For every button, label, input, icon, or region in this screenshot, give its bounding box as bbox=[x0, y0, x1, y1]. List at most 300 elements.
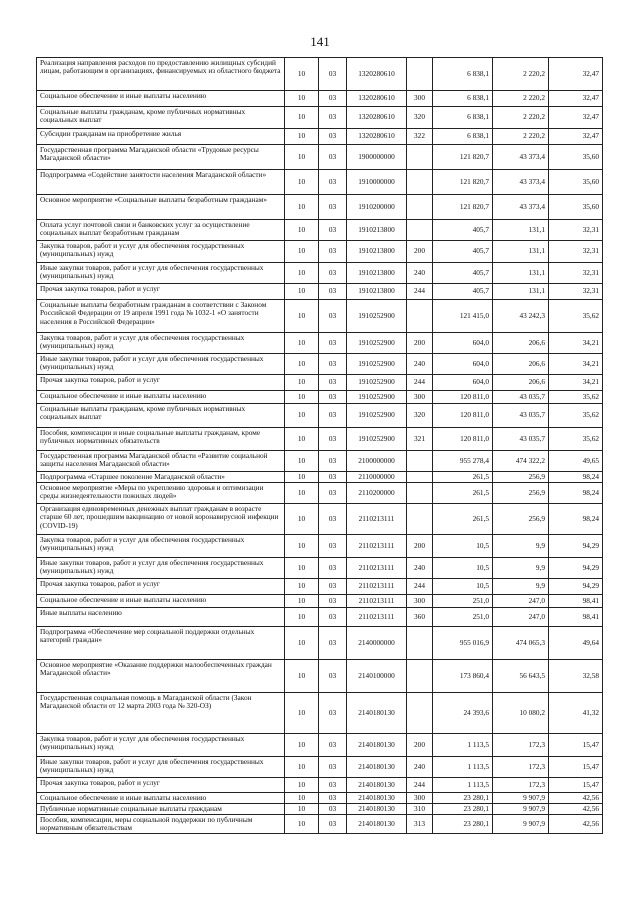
table-row bbox=[37, 129, 603, 145]
cell-subsection: 03 bbox=[319, 58, 347, 91]
cell-subsection: 03 bbox=[319, 734, 347, 757]
cell-actual-amount: 2 220,2 bbox=[493, 58, 549, 91]
cell-actual-amount: 9 907,9 bbox=[493, 793, 549, 804]
cell-percent: 32,58 bbox=[549, 660, 603, 693]
cell-planned-amount: 6 838,1 bbox=[433, 91, 493, 107]
cell-subsection: 03 bbox=[319, 608, 347, 627]
cell-target-article: 1910252900 bbox=[347, 333, 407, 354]
cell-target-article: 1910252900 bbox=[347, 300, 407, 333]
cell-subsection: 03 bbox=[319, 195, 347, 220]
cell-name: Реализация направления расходов по предоставлению жилищных субсидий лицам, работающим в организациях, финансируемых из областного бюджета bbox=[37, 58, 285, 91]
cell-actual-amount: 2 220,2 bbox=[493, 129, 549, 145]
cell-planned-amount: 261,5 bbox=[433, 483, 493, 504]
cell-subsection: 03 bbox=[319, 558, 347, 579]
cell-subsection: 03 bbox=[319, 693, 347, 734]
cell-expense-type: 321 bbox=[407, 428, 433, 451]
cell-target-article: 1910213800 bbox=[347, 220, 407, 241]
cell-expense-type: 244 bbox=[407, 579, 433, 595]
cell-planned-amount: 24 393,6 bbox=[433, 693, 493, 734]
cell-target-article: 2110213111 bbox=[347, 595, 407, 608]
cell-percent: 35,62 bbox=[549, 404, 603, 428]
cell-section: 10 bbox=[285, 778, 319, 793]
cell-planned-amount: 405,7 bbox=[433, 284, 493, 300]
cell-subsection: 03 bbox=[319, 107, 347, 129]
cell-section: 10 bbox=[285, 815, 319, 834]
cell-name: Закупка товаров, работ и услуг для обеспечения государственных (муниципальных) нужд bbox=[37, 734, 285, 757]
cell-planned-amount: 1 113,5 bbox=[433, 778, 493, 793]
cell-actual-amount: 9,9 bbox=[493, 535, 549, 558]
table-row bbox=[37, 241, 603, 263]
cell-section: 10 bbox=[285, 472, 319, 483]
cell-expense-type: 300 bbox=[407, 91, 433, 107]
table-body bbox=[37, 58, 603, 834]
cell-percent: 35,60 bbox=[549, 195, 603, 220]
cell-expense-type bbox=[407, 627, 433, 660]
cell-percent: 34,21 bbox=[549, 333, 603, 354]
cell-target-article: 2110000000 bbox=[347, 472, 407, 483]
cell-expense-type bbox=[407, 504, 433, 535]
cell-actual-amount: 206,6 bbox=[493, 333, 549, 354]
cell-planned-amount: 604,0 bbox=[433, 333, 493, 354]
cell-expense-type: 240 bbox=[407, 354, 433, 375]
table-row bbox=[37, 300, 603, 333]
cell-expense-type: 200 bbox=[407, 734, 433, 757]
table-row bbox=[37, 391, 603, 404]
cell-expense-type: 313 bbox=[407, 815, 433, 834]
table-row bbox=[37, 263, 603, 284]
cell-target-article: 1900000000 bbox=[347, 145, 407, 170]
cell-actual-amount: 43 035,7 bbox=[493, 428, 549, 451]
cell-subsection: 03 bbox=[319, 778, 347, 793]
cell-name: Пособия, компенсации и иные социальные выплаты гражданам, кроме публичных нормативных обязательств bbox=[37, 428, 285, 451]
cell-subsection: 03 bbox=[319, 220, 347, 241]
cell-planned-amount: 6 838,1 bbox=[433, 129, 493, 145]
cell-expense-type: 300 bbox=[407, 595, 433, 608]
cell-percent: 94,29 bbox=[549, 579, 603, 595]
cell-name: Подпрограмма «Содействие занятости населения Магаданской области» bbox=[37, 170, 285, 195]
table-row bbox=[37, 375, 603, 391]
cell-planned-amount: 955 278,4 bbox=[433, 451, 493, 472]
cell-name: Оплата услуг почтовой связи и банковских услуг за осуществление социальных выплат безработным гражданам bbox=[37, 220, 285, 241]
cell-planned-amount: 1 113,5 bbox=[433, 757, 493, 778]
cell-expense-type bbox=[407, 660, 433, 693]
cell-planned-amount: 23 280,1 bbox=[433, 804, 493, 815]
table-row bbox=[37, 58, 603, 91]
cell-name: Иные закупки товаров, работ и услуг для обеспечения государственных (муниципальных) нужд bbox=[37, 263, 285, 284]
cell-actual-amount: 247,0 bbox=[493, 595, 549, 608]
cell-percent: 35,60 bbox=[549, 145, 603, 170]
cell-actual-amount: 256,9 bbox=[493, 483, 549, 504]
cell-subsection: 03 bbox=[319, 404, 347, 428]
cell-expense-type: 244 bbox=[407, 778, 433, 793]
cell-actual-amount: 9,9 bbox=[493, 558, 549, 579]
cell-section: 10 bbox=[285, 375, 319, 391]
cell-subsection: 03 bbox=[319, 354, 347, 375]
cell-actual-amount: 474 065,3 bbox=[493, 627, 549, 660]
cell-section: 10 bbox=[285, 483, 319, 504]
cell-planned-amount: 10,5 bbox=[433, 579, 493, 595]
table-row bbox=[37, 451, 603, 472]
cell-actual-amount: 206,6 bbox=[493, 375, 549, 391]
cell-section: 10 bbox=[285, 404, 319, 428]
cell-planned-amount: 10,5 bbox=[433, 535, 493, 558]
cell-percent: 15,47 bbox=[549, 757, 603, 778]
cell-subsection: 03 bbox=[319, 535, 347, 558]
cell-planned-amount: 251,0 bbox=[433, 595, 493, 608]
cell-planned-amount: 261,5 bbox=[433, 504, 493, 535]
cell-section: 10 bbox=[285, 627, 319, 660]
cell-section: 10 bbox=[285, 693, 319, 734]
cell-subsection: 03 bbox=[319, 804, 347, 815]
cell-planned-amount: 23 280,1 bbox=[433, 793, 493, 804]
cell-percent: 32,31 bbox=[549, 220, 603, 241]
cell-target-article: 2140180130 bbox=[347, 757, 407, 778]
cell-actual-amount: 43 242,3 bbox=[493, 300, 549, 333]
cell-expense-type bbox=[407, 483, 433, 504]
cell-target-article: 1910252900 bbox=[347, 404, 407, 428]
table-row bbox=[37, 107, 603, 129]
cell-target-article: 2140180130 bbox=[347, 815, 407, 834]
cell-section: 10 bbox=[285, 145, 319, 170]
cell-section: 10 bbox=[285, 558, 319, 579]
cell-percent: 98,41 bbox=[549, 595, 603, 608]
cell-subsection: 03 bbox=[319, 504, 347, 535]
table-row bbox=[37, 91, 603, 107]
cell-subsection: 03 bbox=[319, 300, 347, 333]
cell-subsection: 03 bbox=[319, 428, 347, 451]
table-row bbox=[37, 472, 603, 483]
cell-target-article: 2100000000 bbox=[347, 451, 407, 472]
cell-target-article: 2140180130 bbox=[347, 804, 407, 815]
cell-percent: 35,62 bbox=[549, 428, 603, 451]
table-row bbox=[37, 220, 603, 241]
table-row bbox=[37, 693, 603, 734]
cell-expense-type: 240 bbox=[407, 558, 433, 579]
cell-percent: 15,47 bbox=[549, 778, 603, 793]
cell-planned-amount: 405,7 bbox=[433, 220, 493, 241]
cell-expense-type: 240 bbox=[407, 757, 433, 778]
cell-subsection: 03 bbox=[319, 579, 347, 595]
cell-actual-amount: 43 373,4 bbox=[493, 170, 549, 195]
table-row bbox=[37, 595, 603, 608]
cell-percent: 32,47 bbox=[549, 91, 603, 107]
cell-actual-amount: 43 373,4 bbox=[493, 145, 549, 170]
cell-target-article: 1910252900 bbox=[347, 354, 407, 375]
cell-expense-type: 244 bbox=[407, 284, 433, 300]
cell-actual-amount: 256,9 bbox=[493, 472, 549, 483]
cell-expense-type: 240 bbox=[407, 263, 433, 284]
cell-section: 10 bbox=[285, 391, 319, 404]
table-row bbox=[37, 404, 603, 428]
cell-percent: 41,32 bbox=[549, 693, 603, 734]
cell-target-article: 2110213111 bbox=[347, 535, 407, 558]
cell-percent: 15,47 bbox=[549, 734, 603, 757]
cell-target-article: 2140180130 bbox=[347, 693, 407, 734]
cell-target-article: 1910213800 bbox=[347, 284, 407, 300]
cell-planned-amount: 121 415,0 bbox=[433, 300, 493, 333]
cell-expense-type: 320 bbox=[407, 404, 433, 428]
cell-target-article: 1320280610 bbox=[347, 107, 407, 129]
cell-target-article: 2140180130 bbox=[347, 778, 407, 793]
cell-name: Иные закупки товаров, работ и услуг для обеспечения государственных (муниципальных) нужд bbox=[37, 757, 285, 778]
cell-name: Публичные нормативные социальные выплаты гражданам bbox=[37, 804, 285, 815]
cell-target-article: 2110213111 bbox=[347, 504, 407, 535]
cell-expense-type: 322 bbox=[407, 129, 433, 145]
cell-percent: 32,47 bbox=[549, 58, 603, 91]
cell-actual-amount: 9,9 bbox=[493, 579, 549, 595]
cell-actual-amount: 9 907,9 bbox=[493, 815, 549, 834]
cell-subsection: 03 bbox=[319, 757, 347, 778]
cell-expense-type bbox=[407, 145, 433, 170]
cell-percent: 94,29 bbox=[549, 558, 603, 579]
cell-percent: 35,62 bbox=[549, 391, 603, 404]
table-row bbox=[37, 660, 603, 693]
cell-name: Социальные выплаты гражданам, кроме публичных нормативных социальных выплат bbox=[37, 404, 285, 428]
cell-name: Прочая закупка товаров, работ и услуг bbox=[37, 284, 285, 300]
cell-name: Иные закупки товаров, работ и услуг для обеспечения государственных (муниципальных) нужд bbox=[37, 354, 285, 375]
cell-percent: 34,21 bbox=[549, 354, 603, 375]
cell-planned-amount: 121 820,7 bbox=[433, 170, 493, 195]
cell-expense-type bbox=[407, 472, 433, 483]
cell-name: Прочая закупка товаров, работ и услуг bbox=[37, 778, 285, 793]
cell-name: Иные закупки товаров, работ и услуг для обеспечения государственных (муниципальных) нужд bbox=[37, 558, 285, 579]
table-row bbox=[37, 428, 603, 451]
cell-planned-amount: 251,0 bbox=[433, 608, 493, 627]
cell-percent: 98,24 bbox=[549, 483, 603, 504]
table-row bbox=[37, 504, 603, 535]
cell-section: 10 bbox=[285, 129, 319, 145]
cell-name: Закупка товаров, работ и услуг для обеспечения государственных (муниципальных) нужд bbox=[37, 241, 285, 263]
cell-subsection: 03 bbox=[319, 595, 347, 608]
cell-name: Прочая закупка товаров, работ и услуг bbox=[37, 375, 285, 391]
budget-table bbox=[36, 57, 603, 834]
cell-section: 10 bbox=[285, 451, 319, 472]
cell-planned-amount: 405,7 bbox=[433, 263, 493, 284]
cell-percent: 35,60 bbox=[549, 170, 603, 195]
table-row bbox=[37, 804, 603, 815]
cell-name: Государственная программа Магаданской области «Трудовые ресурсы Магаданской области» bbox=[37, 145, 285, 170]
cell-expense-type bbox=[407, 195, 433, 220]
cell-section: 10 bbox=[285, 757, 319, 778]
cell-name: Подпрограмма «Обеспечение мер социальной поддержки отдельных категорий граждан» bbox=[37, 627, 285, 660]
cell-target-article: 1320280610 bbox=[347, 58, 407, 91]
cell-target-article: 1910252900 bbox=[347, 428, 407, 451]
cell-subsection: 03 bbox=[319, 375, 347, 391]
cell-actual-amount: 43 035,7 bbox=[493, 404, 549, 428]
cell-planned-amount: 120 811,0 bbox=[433, 428, 493, 451]
cell-subsection: 03 bbox=[319, 129, 347, 145]
cell-name: Государственная программа Магаданской области «Развитие социальной защиты населения Магаданской области» bbox=[37, 451, 285, 472]
cell-subsection: 03 bbox=[319, 170, 347, 195]
cell-planned-amount: 1 113,5 bbox=[433, 734, 493, 757]
cell-expense-type bbox=[407, 451, 433, 472]
cell-planned-amount: 10,5 bbox=[433, 558, 493, 579]
cell-expense-type: 244 bbox=[407, 375, 433, 391]
cell-target-article: 1910213800 bbox=[347, 263, 407, 284]
cell-name: Социальное обеспечение и иные выплаты населению bbox=[37, 391, 285, 404]
cell-actual-amount: 56 643,5 bbox=[493, 660, 549, 693]
cell-planned-amount: 121 820,7 bbox=[433, 145, 493, 170]
table-row bbox=[37, 558, 603, 579]
cell-target-article: 2140180130 bbox=[347, 734, 407, 757]
cell-planned-amount: 955 016,9 bbox=[433, 627, 493, 660]
table-row bbox=[37, 793, 603, 804]
cell-target-article: 1320280610 bbox=[347, 129, 407, 145]
cell-name: Подпрограмма «Старшее поколение Магаданской области» bbox=[37, 472, 285, 483]
cell-actual-amount: 10 080,2 bbox=[493, 693, 549, 734]
cell-section: 10 bbox=[285, 170, 319, 195]
cell-percent: 98,41 bbox=[549, 608, 603, 627]
cell-target-article: 2110213111 bbox=[347, 579, 407, 595]
table-row bbox=[37, 778, 603, 793]
cell-planned-amount: 405,7 bbox=[433, 241, 493, 263]
cell-name: Прочая закупка товаров, работ и услуг bbox=[37, 579, 285, 595]
table-row bbox=[37, 354, 603, 375]
cell-planned-amount: 604,0 bbox=[433, 354, 493, 375]
table-row bbox=[37, 579, 603, 595]
cell-target-article: 2110200000 bbox=[347, 483, 407, 504]
cell-percent: 49,65 bbox=[549, 451, 603, 472]
cell-section: 10 bbox=[285, 91, 319, 107]
cell-name: Субсидии гражданам на приобретение жилья bbox=[37, 129, 285, 145]
cell-section: 10 bbox=[285, 263, 319, 284]
cell-target-article: 1910252900 bbox=[347, 375, 407, 391]
table-row bbox=[37, 195, 603, 220]
page-number: 141 bbox=[310, 34, 330, 49]
cell-actual-amount: 2 220,2 bbox=[493, 91, 549, 107]
cell-section: 10 bbox=[285, 535, 319, 558]
cell-expense-type bbox=[407, 170, 433, 195]
cell-planned-amount: 6 838,1 bbox=[433, 107, 493, 129]
cell-section: 10 bbox=[285, 734, 319, 757]
cell-percent: 35,62 bbox=[549, 300, 603, 333]
cell-section: 10 bbox=[285, 354, 319, 375]
cell-actual-amount: 43 373,4 bbox=[493, 195, 549, 220]
table-row bbox=[37, 170, 603, 195]
cell-expense-type bbox=[407, 220, 433, 241]
cell-actual-amount: 172,3 bbox=[493, 734, 549, 757]
cell-actual-amount: 256,9 bbox=[493, 504, 549, 535]
table-row bbox=[37, 145, 603, 170]
cell-name: Закупка товаров, работ и услуг для обеспечения государственных (муниципальных) нужд bbox=[37, 333, 285, 354]
table-row bbox=[37, 757, 603, 778]
cell-planned-amount: 121 820,7 bbox=[433, 195, 493, 220]
table-row bbox=[37, 284, 603, 300]
cell-actual-amount: 131,1 bbox=[493, 284, 549, 300]
cell-subsection: 03 bbox=[319, 145, 347, 170]
cell-name: Социальные выплаты гражданам, кроме публичных нормативных социальных выплат bbox=[37, 107, 285, 129]
cell-subsection: 03 bbox=[319, 263, 347, 284]
table-row bbox=[37, 483, 603, 504]
cell-expense-type: 310 bbox=[407, 804, 433, 815]
table-row bbox=[37, 535, 603, 558]
cell-subsection: 03 bbox=[319, 391, 347, 404]
cell-percent: 42,56 bbox=[549, 793, 603, 804]
cell-section: 10 bbox=[285, 284, 319, 300]
cell-planned-amount: 23 280,1 bbox=[433, 815, 493, 834]
cell-actual-amount: 2 220,2 bbox=[493, 107, 549, 129]
cell-planned-amount: 6 838,1 bbox=[433, 58, 493, 91]
cell-name: Социальное обеспечение и иные выплаты населению bbox=[37, 793, 285, 804]
cell-expense-type: 320 bbox=[407, 107, 433, 129]
cell-planned-amount: 173 860,4 bbox=[433, 660, 493, 693]
cell-actual-amount: 247,0 bbox=[493, 608, 549, 627]
cell-name: Закупка товаров, работ и услуг для обеспечения государственных (муниципальных) нужд bbox=[37, 535, 285, 558]
cell-section: 10 bbox=[285, 660, 319, 693]
cell-target-article: 2140000000 bbox=[347, 627, 407, 660]
cell-name: Основное мероприятие «Социальные выплаты безработным гражданам» bbox=[37, 195, 285, 220]
table-row bbox=[37, 627, 603, 660]
cell-subsection: 03 bbox=[319, 627, 347, 660]
cell-expense-type bbox=[407, 693, 433, 734]
cell-section: 10 bbox=[285, 608, 319, 627]
cell-expense-type: 200 bbox=[407, 241, 433, 263]
cell-name: Организация единовременных денежных выплат гражданам в возрасте старше 60 лет, прошедшим вакцинацию от новой коронавирусной инфекции (COVID-19) bbox=[37, 504, 285, 535]
cell-expense-type: 200 bbox=[407, 535, 433, 558]
cell-percent: 94,29 bbox=[549, 535, 603, 558]
cell-name: Социальное обеспечение и иные выплаты населению bbox=[37, 91, 285, 107]
cell-subsection: 03 bbox=[319, 91, 347, 107]
cell-actual-amount: 172,3 bbox=[493, 757, 549, 778]
cell-section: 10 bbox=[285, 595, 319, 608]
cell-subsection: 03 bbox=[319, 472, 347, 483]
cell-section: 10 bbox=[285, 793, 319, 804]
cell-subsection: 03 bbox=[319, 241, 347, 263]
cell-planned-amount: 604,0 bbox=[433, 375, 493, 391]
cell-target-article: 1910252900 bbox=[347, 391, 407, 404]
cell-planned-amount: 120 811,0 bbox=[433, 404, 493, 428]
cell-percent: 32,31 bbox=[549, 263, 603, 284]
cell-name: Пособия, компенсации, меры социальной поддержки по публичным нормативным обязательствам bbox=[37, 815, 285, 834]
cell-expense-type: 300 bbox=[407, 391, 433, 404]
cell-subsection: 03 bbox=[319, 284, 347, 300]
cell-expense-type: 200 bbox=[407, 333, 433, 354]
cell-subsection: 03 bbox=[319, 451, 347, 472]
cell-subsection: 03 bbox=[319, 793, 347, 804]
cell-percent: 42,56 bbox=[549, 804, 603, 815]
cell-percent: 98,24 bbox=[549, 504, 603, 535]
cell-percent: 32,31 bbox=[549, 284, 603, 300]
cell-percent: 42,56 bbox=[549, 815, 603, 834]
cell-section: 10 bbox=[285, 107, 319, 129]
table-row bbox=[37, 815, 603, 834]
cell-target-article: 2140100000 bbox=[347, 660, 407, 693]
cell-target-article: 1910000000 bbox=[347, 170, 407, 195]
cell-actual-amount: 9 907,9 bbox=[493, 804, 549, 815]
table-row bbox=[37, 333, 603, 354]
cell-planned-amount: 120 811,0 bbox=[433, 391, 493, 404]
cell-section: 10 bbox=[285, 804, 319, 815]
cell-percent: 34,21 bbox=[549, 375, 603, 391]
table-row bbox=[37, 734, 603, 757]
cell-target-article: 1320280610 bbox=[347, 91, 407, 107]
cell-target-article: 1910213800 bbox=[347, 241, 407, 263]
cell-expense-type bbox=[407, 300, 433, 333]
cell-name: Основное мероприятие «Меры по укреплению здоровья и оптимизации среды жизнедеятельности пожилых людей» bbox=[37, 483, 285, 504]
cell-name: Социальные выплаты безработным гражданам в соответствии с Законом Российской Федерации от 19 апреля 1991 года № 1032-1 «О занятости населения в Российской Федерации» bbox=[37, 300, 285, 333]
cell-subsection: 03 bbox=[319, 660, 347, 693]
cell-name: Социальное обеспечение и иные выплаты населению bbox=[37, 595, 285, 608]
cell-section: 10 bbox=[285, 504, 319, 535]
cell-section: 10 bbox=[285, 428, 319, 451]
cell-section: 10 bbox=[285, 300, 319, 333]
cell-name: Иные выплаты населению bbox=[37, 608, 285, 627]
cell-actual-amount: 131,1 bbox=[493, 241, 549, 263]
cell-expense-type: 300 bbox=[407, 793, 433, 804]
cell-subsection: 03 bbox=[319, 483, 347, 504]
cell-target-article: 1910200000 bbox=[347, 195, 407, 220]
cell-percent: 32,47 bbox=[549, 107, 603, 129]
